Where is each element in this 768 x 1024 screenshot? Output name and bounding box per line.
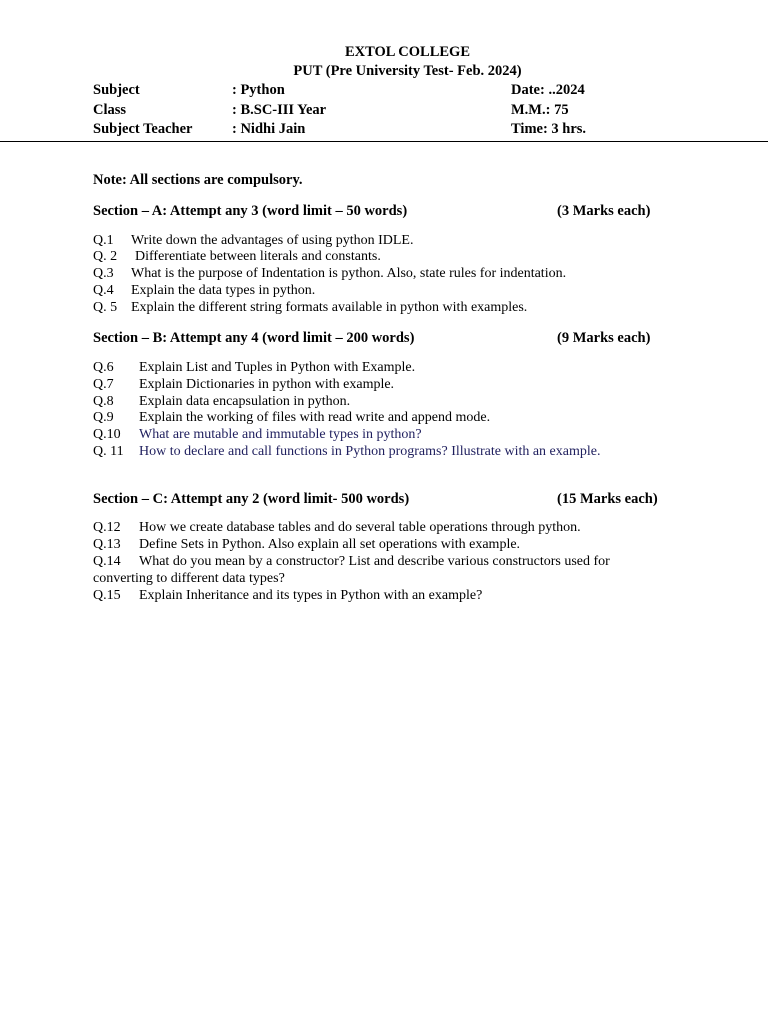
question-text: What are mutable and immutable types in python? [139,427,422,442]
question-text: Explain the different string formats available in python with examples. [131,300,528,315]
question-text: Explain data encapsulation in python. [139,394,351,409]
question-num: Q. 11 [93,444,124,459]
question-num: Q.13 [93,537,121,552]
question-num: Q.15 [93,588,121,603]
question-text: Write down the advantages of using python IDLE. [131,233,414,248]
college-name: EXTOL COLLEGE [344,44,471,60]
question-num: Q.14 [93,554,121,569]
question-num: Q.10 [93,427,121,442]
section-a-marks: (3 Marks each) [557,203,651,219]
question-num: Q.6 [93,360,114,375]
header-divider [0,141,768,142]
question-text: Explain Inheritance and its types in Python with an example? [139,588,483,603]
question-num: Q. 5 [93,300,118,315]
question-num: Q. 2 [93,249,118,264]
subject-value: : Python [232,82,285,98]
question-text: What do you mean by a constructor? List and describe various constructors used for [139,554,610,569]
section-c-title: Section – C: Attempt any 2 (word limit- 500 words) [93,491,410,507]
class-label: Class [93,102,127,118]
question-text: Explain the working of files with read write and append mode. [139,410,491,425]
question-text: How to declare and call functions in Python programs? Illustrate with an example. [139,444,601,459]
question-num: Q.9 [93,410,114,425]
question-num: Q.12 [93,520,121,535]
subject-label: Subject [93,82,140,98]
question-num: Q.8 [93,394,114,409]
question-num: Q.1 [93,233,114,248]
section-a-title: Section – A: Attempt any 3 (word limit – 50 words) [93,203,408,219]
max-marks: M.M.: 75 [511,102,569,118]
date-info: Date: ..2024 [511,82,585,98]
teacher-label: Subject Teacher [93,121,193,137]
section-b-title: Section – B: Attempt any 4 (word limit – 200 words) [93,330,415,346]
question-text-continuation: converting to different data types? [93,571,285,586]
question-num: Q.4 [93,283,114,298]
time-info: Time: 3 hrs. [511,121,587,137]
question-text: Explain the data types in python. [131,283,316,298]
class-value: : B.SC-III Year [232,102,327,118]
question-text: Explain List and Tuples in Python with Example. [139,360,416,375]
question-num: Q.3 [93,266,114,281]
section-c-marks: (15 Marks each) [557,491,658,507]
note: Note: All sections are compulsory. [93,172,303,188]
exam-title: PUT (Pre University Test- Feb. 2024) [293,63,522,79]
question-text: What is the purpose of Indentation is python. Also, state rules for indentation. [131,266,567,281]
question-text: How we create database tables and do several table operations through python. [139,520,581,535]
question-text: Define Sets in Python. Also explain all set operations with example. [139,537,521,552]
question-text: Explain Dictionaries in python with example. [139,377,395,392]
question-num: Q.7 [93,377,114,392]
teacher-value: : Nidhi Jain [232,121,306,137]
section-b-marks: (9 Marks each) [557,330,651,346]
question-text: Differentiate between literals and constants. [135,249,381,264]
